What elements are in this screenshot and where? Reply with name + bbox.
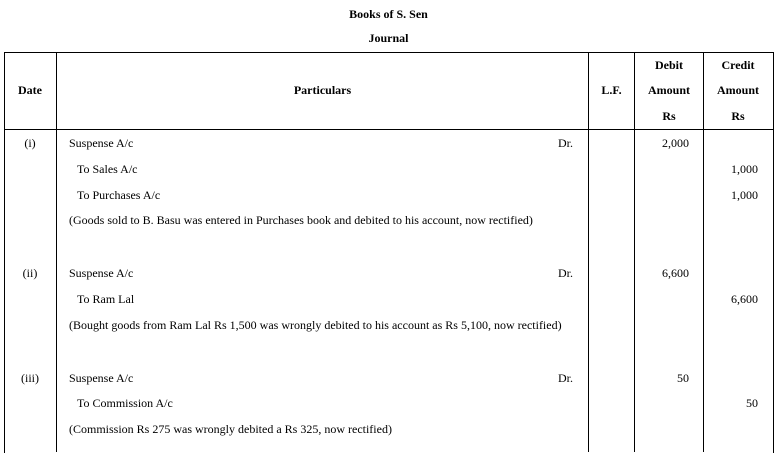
debit-account: Suspense A/c — [69, 371, 134, 385]
header-date: Date — [18, 83, 42, 97]
journal-title: Journal — [368, 31, 409, 45]
column-divider — [588, 52, 589, 452]
header-debit-rs: Rs — [662, 109, 676, 123]
header-credit-amount: Amount — [716, 83, 759, 97]
debit-account: Suspense A/c — [69, 136, 134, 150]
header-particulars: Particulars — [293, 83, 352, 97]
header-divider — [4, 129, 773, 130]
header-debit-amount: Amount — [647, 83, 690, 97]
debit-amount: 6,600 — [662, 266, 689, 280]
credit-amount: 50 — [746, 396, 758, 410]
entry-number: (i) — [24, 136, 36, 150]
column-divider — [56, 52, 57, 452]
credit-account: To Ram Lal — [77, 292, 135, 306]
header-credit-rs: Rs — [731, 109, 745, 123]
debit-amount: 50 — [677, 371, 689, 385]
credit-amount: 1,000 — [731, 162, 758, 176]
narration: (Commission Rs 275 was wrongly debited a Rs 325, now rectified) — [69, 422, 392, 436]
narration: (Goods sold to B. Basu was entered in Purchases book and debited to his account, now rectified) — [69, 213, 533, 227]
header-credit: Credit — [721, 58, 755, 72]
dr-label: Dr. — [558, 371, 573, 385]
credit-account: To Sales A/c — [77, 162, 138, 176]
header-lf: L.F. — [601, 83, 622, 97]
credit-account: To Purchases A/c — [77, 188, 161, 202]
debit-amount: 2,000 — [662, 136, 689, 150]
entry-number: (iii) — [21, 371, 39, 385]
credit-amount: 1,000 — [731, 188, 758, 202]
books-title: Books of S. Sen — [349, 7, 428, 21]
dr-label: Dr. — [558, 136, 573, 150]
dr-label: Dr. — [558, 266, 573, 280]
header-debit: Debit — [655, 58, 683, 72]
debit-account: Suspense A/c — [69, 266, 134, 280]
narration: (Bought goods from Ram Lal Rs 1,500 was wrongly debited to his account as Rs 5,100, now rectified) — [69, 318, 562, 332]
credit-amount: 6,600 — [731, 292, 758, 306]
credit-account: To Commission A/c — [77, 396, 173, 410]
entry-number: (ii) — [22, 266, 38, 280]
